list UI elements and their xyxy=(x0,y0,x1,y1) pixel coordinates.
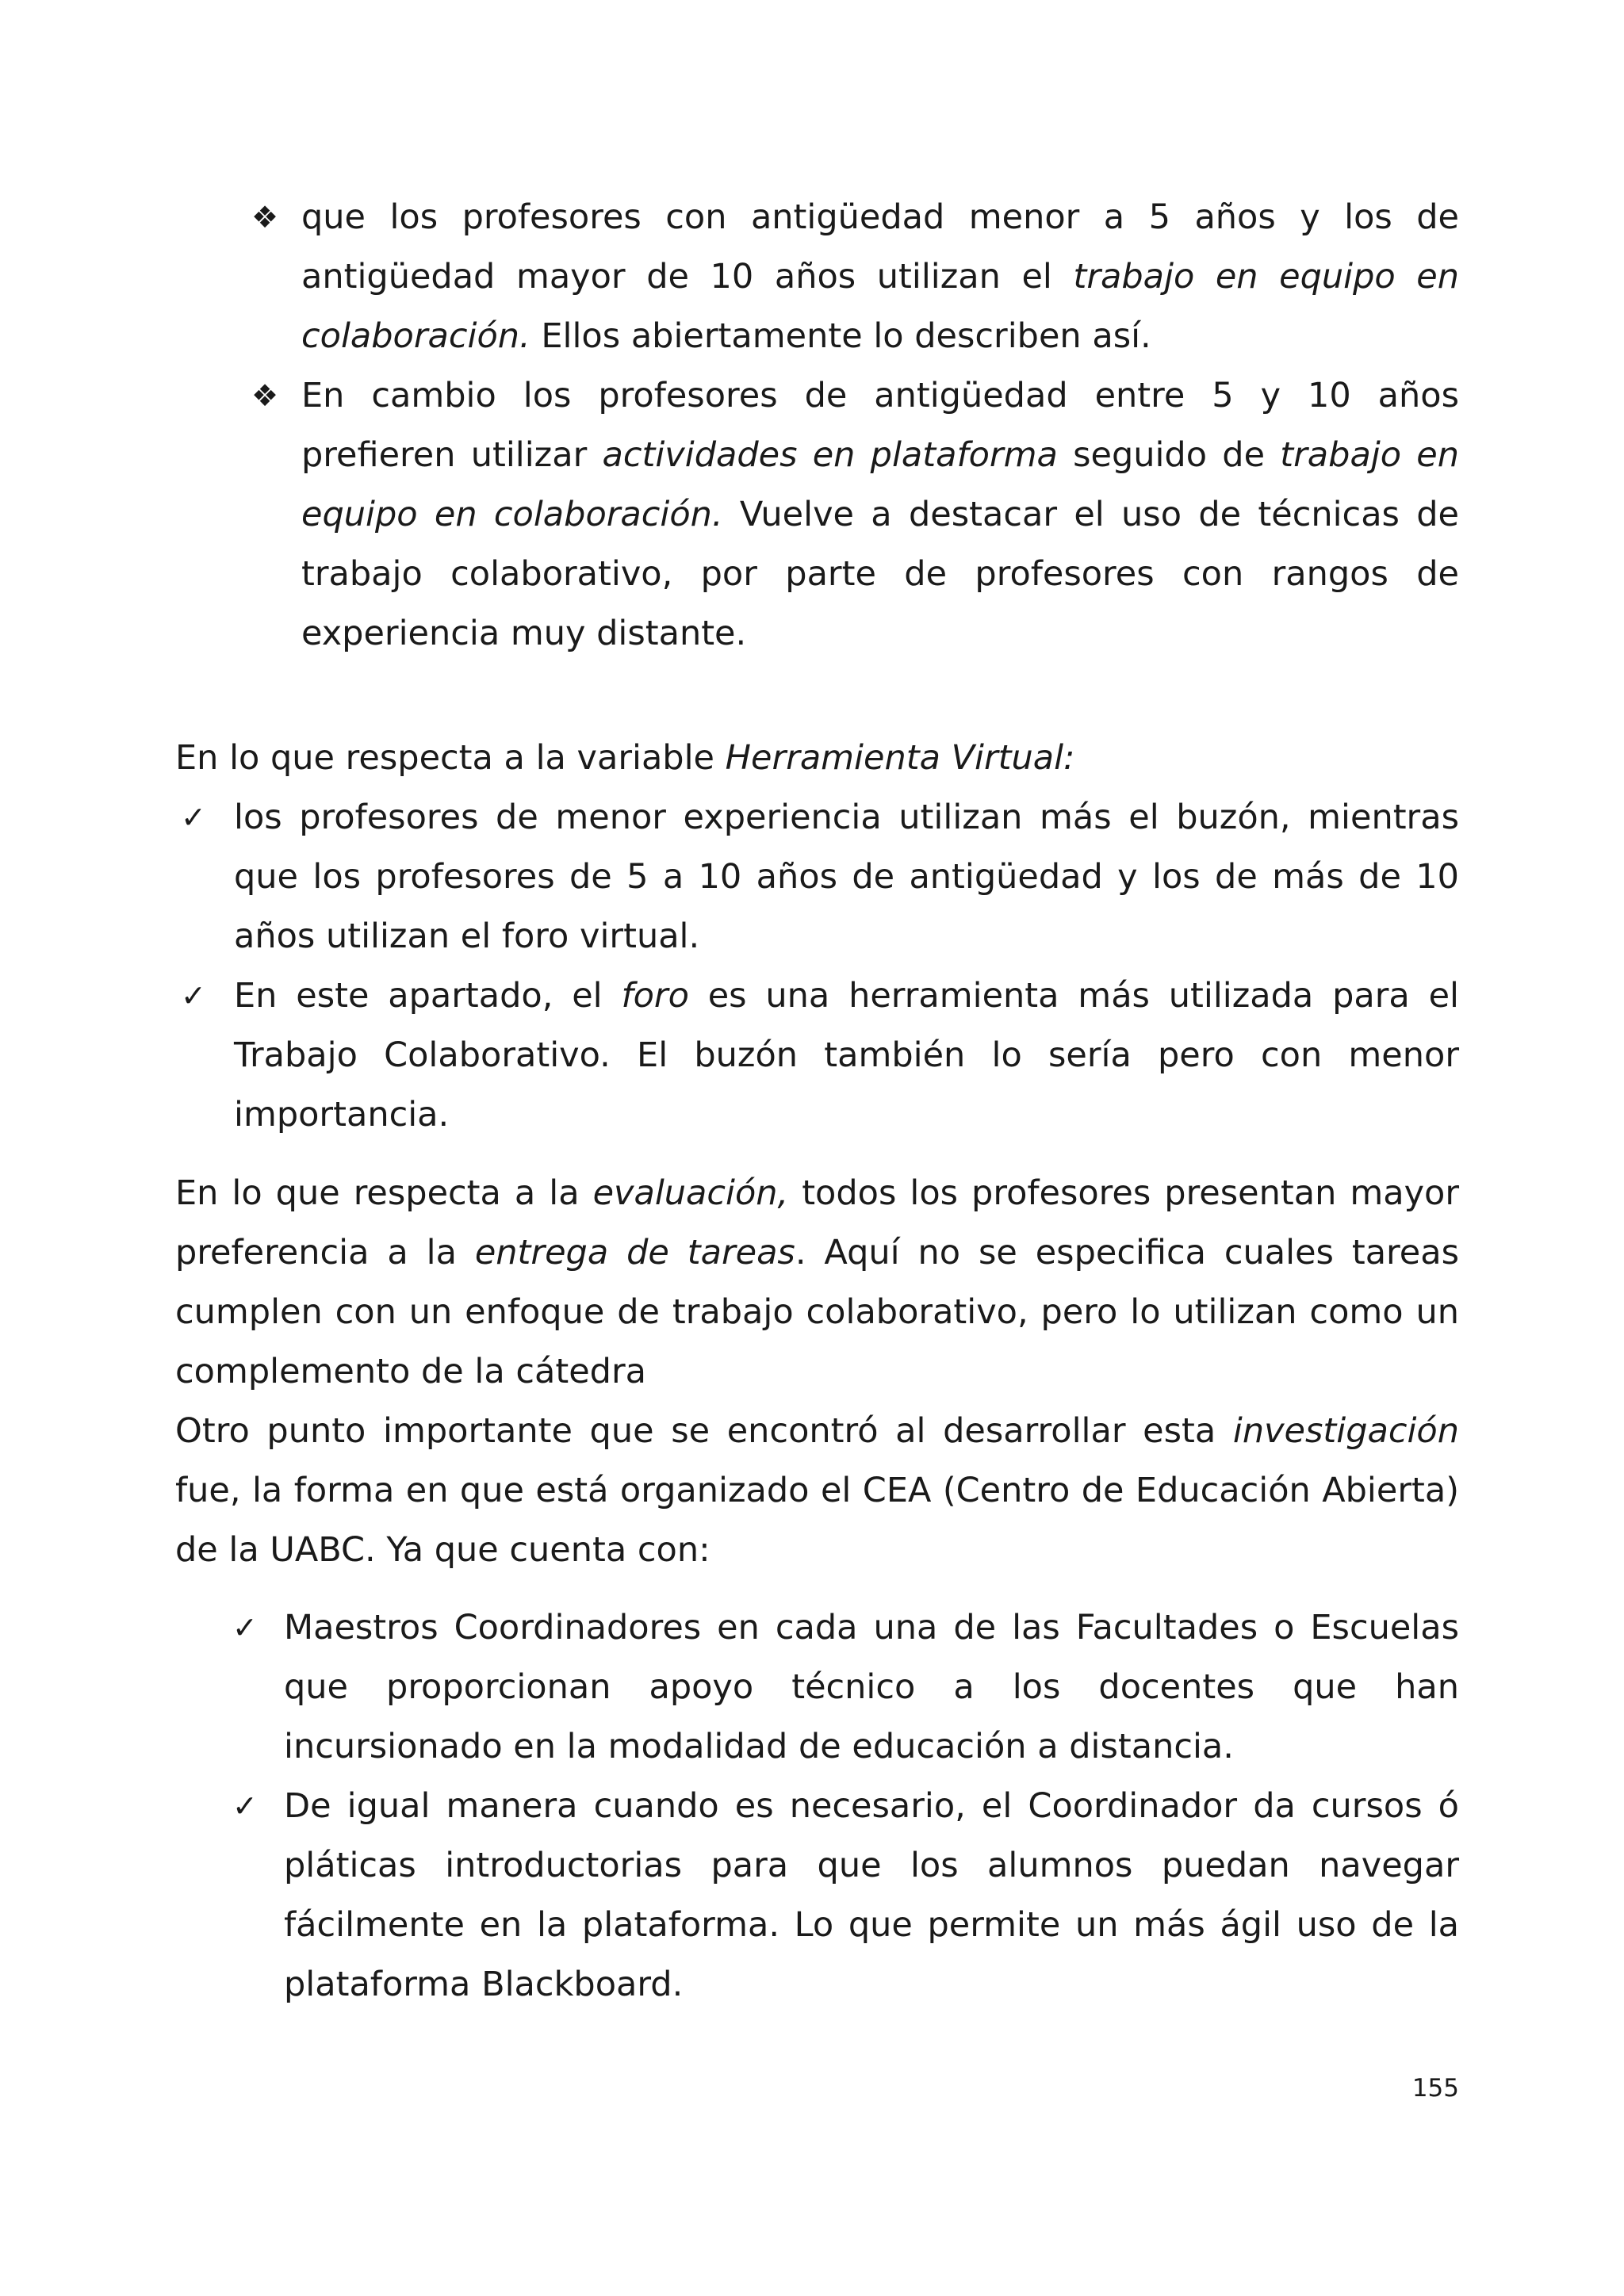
text-run: que los profesores con antigüedad menor a 5 años y los de antigüedad mayor de 10 años utilizan el xyxy=(301,197,1459,297)
list-item-text xyxy=(234,798,1459,956)
list-item-text xyxy=(301,197,1459,356)
evaluacion-section xyxy=(175,1164,1459,1580)
list-item-text xyxy=(284,1786,1459,2004)
italic-text-run: foro xyxy=(621,976,689,1016)
list-item xyxy=(175,1777,1459,2015)
check-bullet-list xyxy=(175,788,1459,1145)
text-run: En cambio los profesores de antigüedad entre 5 y 10 años prefieren utilizar xyxy=(301,376,1459,475)
check-mark-icon: ✓ xyxy=(181,800,206,835)
check-mark-icon: ✓ xyxy=(232,1789,258,1823)
list-item xyxy=(175,966,1459,1145)
italic-text-run: evaluación, xyxy=(592,1173,789,1213)
italic-text-run: actividades en plataforma xyxy=(602,435,1058,475)
text-run: los profesores de menor experiencia utilizan más el buzón, mientras que los profesores de 5 a 10 años de antigüedad y los de más de 10 años utilizan el foro virtual. xyxy=(234,798,1459,956)
diamond-bullet-icon: ❖ xyxy=(251,378,279,413)
text-run: fue, la forma en que está organizado el CEA (Centro de Educación Abierta) de la UABC. Ya que cuenta con: xyxy=(175,1471,1459,1570)
text-run: De igual manera cuando es necesario, el Coordinador da cursos ó pláticas introductorias para que los alumnos puedan navegar fácilmente en la plataforma. Lo que permite un más ágil uso de la plataforma Blackboard. xyxy=(284,1786,1459,2004)
check-mark-icon: ✓ xyxy=(232,1610,258,1645)
diamond-bullet-list xyxy=(175,188,1459,664)
list-item-text xyxy=(234,976,1459,1135)
text-run: Ellos abiertamente lo describen así. xyxy=(530,316,1151,356)
cea-check-list xyxy=(175,1598,1459,2015)
text-run: En lo que respecta a la xyxy=(175,1173,593,1213)
text-run: Maestros Coordinadores en cada una de las Facultades o Escuelas que proporcionan apoyo técnico a los docentes que han incursionado en la modalidad de educación a distancia. xyxy=(284,1608,1459,1766)
list-item xyxy=(175,788,1459,966)
italic-text-run: trabajo en equipo en colaboración. xyxy=(301,257,1459,356)
diamond-bullet-icon: ❖ xyxy=(251,200,279,235)
list-item-text xyxy=(284,1608,1459,1766)
text-run: seguido de xyxy=(1057,435,1281,475)
herramienta-section xyxy=(175,729,1459,1145)
page-number: 155 xyxy=(1411,2074,1459,2103)
text-run: todos los profesores presentan mayor preferencia a la xyxy=(175,1173,1460,1272)
section-intro-text xyxy=(175,729,1459,788)
check-mark-icon: ✓ xyxy=(181,978,206,1013)
italic-text-run: entrega de tareas xyxy=(474,1233,795,1272)
text-run: Otro punto importante que se encontró al desarrollar esta xyxy=(175,1411,1233,1451)
list-item xyxy=(175,1598,1459,1777)
text-run: Vuelve a destacar el uso de técnicas de trabajo colaborativo, por parte de profesores con rangos de experiencia muy distante. xyxy=(301,495,1460,653)
text-run: es una herramienta más utilizada para el Trabajo Colaborativo. El buzón también lo sería pero con menor importancia. xyxy=(234,976,1460,1135)
otro-punto-paragraph xyxy=(175,1402,1459,1580)
italic-text-run: Herramienta Virtual: xyxy=(725,738,1075,778)
list-item xyxy=(175,366,1459,664)
evaluacion-paragraph xyxy=(175,1164,1459,1402)
text-run: . Aquí no se especifica cuales tareas cumplen con un enfoque de trabajo colaborativo, pero lo utilizan como un complemento de la cátedra xyxy=(175,1233,1459,1391)
list-item xyxy=(175,188,1459,366)
italic-text-run: investigación xyxy=(1232,1411,1459,1451)
text-run: En lo que respecta a la variable xyxy=(175,738,726,778)
list-item-text xyxy=(301,376,1459,653)
italic-text-run: trabajo en equipo en colaboración. xyxy=(301,435,1459,534)
text-run: En este apartado, el xyxy=(234,976,622,1016)
